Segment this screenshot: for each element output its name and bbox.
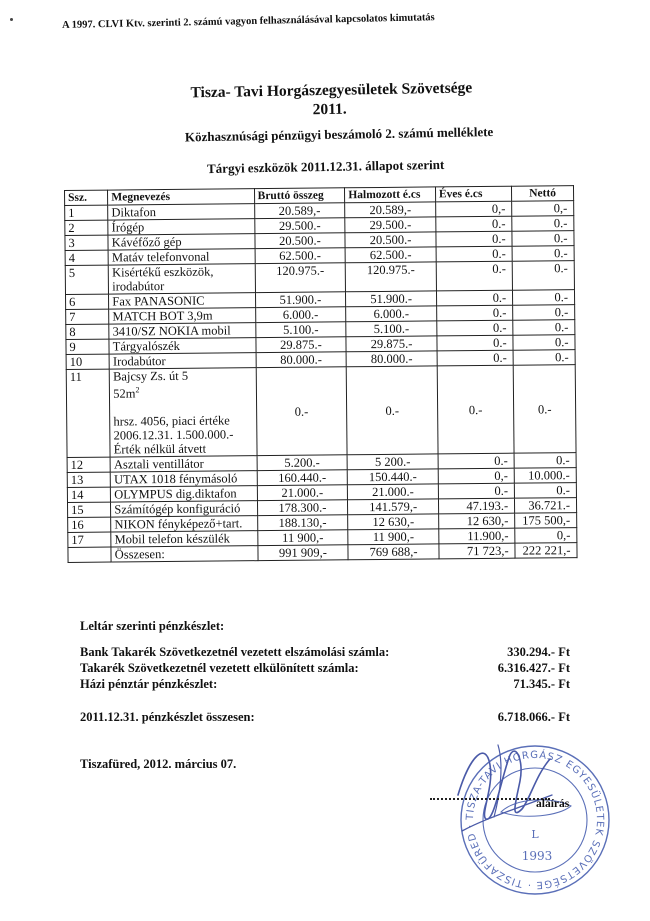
col-header-brutto: Bruttó összeg xyxy=(254,188,345,204)
cell-netto: 0.- xyxy=(513,365,576,454)
cell-halmozott: 20.589,- xyxy=(345,202,436,218)
cell-netto: 0.- xyxy=(513,335,575,351)
cell-ssz-empty xyxy=(68,547,111,562)
cell-ssz: 16 xyxy=(68,517,111,532)
cell-halmozott: 20.500.- xyxy=(345,232,436,248)
cell-ssz: 5 xyxy=(65,265,109,294)
table-body-a xyxy=(65,201,576,370)
cell-ssz: 4 xyxy=(65,250,108,265)
cell-netto: 0.- xyxy=(512,246,574,262)
cell-name: Irodabútor xyxy=(109,353,255,369)
svg-text:TISZA-TAVI HORGÁSZ EGYESÜLETEK: TISZA-TAVI HORGÁSZ EGYESÜLETEK SZÖVETSÉGE · TISZAFÜRED · xyxy=(464,749,606,891)
property-hrsz: hrsz. 4056, piaci értéke 2006.12.31. 1.500.000.- xyxy=(113,413,234,443)
col-header-netto: Nettó xyxy=(512,186,574,202)
table-body-row11 xyxy=(66,365,576,458)
cell-name xyxy=(109,368,256,458)
cell-eves: 0,- xyxy=(438,468,514,484)
cell-halmozott: 62.500.- xyxy=(345,247,436,263)
cell-name: MATCH BOT 3,9m xyxy=(109,308,255,324)
property-note: Érték nélkül átvett xyxy=(113,441,207,457)
cell-eves: 0.- xyxy=(436,216,512,232)
cell-ssz: 6 xyxy=(66,294,109,309)
header-note: A 1997. CLVI Ktv. szerinti 2. számú vagyon felhasználásával kapcsolatos kimutatás xyxy=(62,12,435,31)
cell-halmozott: 141.579,- xyxy=(348,499,439,515)
svg-text:L: L xyxy=(531,828,539,841)
report-subtitle: Közhasznúsági pénzügyi beszámoló 2. számú melléklete xyxy=(184,124,494,145)
property-area: $52m^2$ xyxy=(113,385,140,401)
scan-speck xyxy=(10,18,13,21)
section-title: Tárgyi eszközök 2011.12.31. állapot szerint xyxy=(206,156,445,177)
cell-eves: 0.- xyxy=(437,350,513,366)
cell-name: UTAX 1018 fénymásoló xyxy=(110,471,256,487)
total-brutto: 991 909,- xyxy=(257,545,348,561)
cell-ssz: 8 xyxy=(66,324,109,339)
cell-halmozott: 29.500.- xyxy=(345,217,436,233)
cell-eves: 0.- xyxy=(436,246,512,262)
col-header-ssz: Ssz. xyxy=(65,190,108,205)
cell-name: 3410/SZ NOKIA mobil xyxy=(109,323,255,339)
cell-ssz: 11 xyxy=(66,369,110,458)
cell-ssz: 14 xyxy=(67,487,110,502)
cell-eves: 0.- xyxy=(438,453,514,469)
cell-brutto: 21.000.- xyxy=(257,485,348,501)
cell-brutto: 11 900,- xyxy=(257,530,348,546)
cash-heading: Leltár szerinti pénzkészlet: xyxy=(80,619,225,633)
cell-halmozott: 6.000.- xyxy=(346,306,437,322)
cell-ssz: 15 xyxy=(68,502,111,517)
cell-netto: 175 500,- xyxy=(515,513,577,529)
cell-eves: 47.193.- xyxy=(438,498,514,514)
cell-ssz: 12 xyxy=(67,457,110,472)
assets-table xyxy=(64,185,578,563)
cell-netto: 0.- xyxy=(513,320,575,336)
cell-name: Írógép xyxy=(108,219,254,235)
cell-brutto: 188.130,- xyxy=(257,515,348,531)
cell-netto: 0.- xyxy=(512,231,574,247)
total-eves: 71 723,- xyxy=(439,543,515,559)
cell-netto: 0.- xyxy=(513,350,575,366)
cell-brutto: 120.975.- xyxy=(255,263,346,293)
cell-brutto: 62.500.- xyxy=(255,248,346,264)
cell-name: Tárgyalószék xyxy=(109,338,255,354)
total-netto: 222 221,- xyxy=(515,543,577,559)
cash-line-value: 6.316.427.- Ft xyxy=(497,661,570,675)
cell-name: Kisértékű eszközök, irodabútor xyxy=(108,264,255,294)
cell-eves: 0.- xyxy=(438,483,514,499)
cell-brutto: 6.000.- xyxy=(255,307,346,323)
org-title: Tisza- Tavi Horgászegyesületek Szövetsége xyxy=(190,79,473,102)
cash-total-label: 2011.12.31. pénzkészlet összesen: xyxy=(80,710,255,724)
assets-table-wrapper xyxy=(64,185,578,563)
signature-label: aláírás xyxy=(536,798,570,810)
cell-brutto: 5.100.- xyxy=(255,322,346,338)
signature-line xyxy=(430,784,550,800)
cell-ssz: 2 xyxy=(65,220,108,235)
cell-halmozott: 21.000.- xyxy=(348,484,439,500)
col-header-eves: Éves é.cs xyxy=(435,186,511,202)
cell-name: Matáv telefonvonal xyxy=(108,249,254,265)
cell-brutto: 178.300.- xyxy=(257,500,348,516)
cash-line-value: 71.345.- Ft xyxy=(513,677,570,691)
cell-brutto: 51.900.- xyxy=(255,292,346,308)
cell-eves: 0.- xyxy=(437,335,513,351)
cell-eves: 0,- xyxy=(436,201,512,217)
cell-halmozott: 11 900,- xyxy=(348,529,439,545)
cell-ssz: 1 xyxy=(65,205,108,220)
cell-ssz: 3 xyxy=(65,235,108,250)
cell-brutto: 29.875.- xyxy=(255,337,346,353)
cell-brutto: 20.589,- xyxy=(254,203,345,219)
cell-halmozott: 80.000.- xyxy=(346,351,437,367)
cash-total-value: 6.718.066.- Ft xyxy=(497,710,570,724)
cell-eves: 12 630,- xyxy=(439,513,515,529)
cell-eves: 11.900,- xyxy=(439,528,515,544)
svg-text:1993: 1993 xyxy=(521,849,553,863)
cell-eves: 0.- xyxy=(436,231,512,247)
cell-ssz: 17 xyxy=(68,532,111,547)
total-halmozott: 769 688,- xyxy=(348,544,439,560)
cell-halmozott: 5 200.- xyxy=(347,454,438,470)
property-address: Bajcsy Zs. út 5 xyxy=(112,368,189,384)
cell-netto: 0.- xyxy=(514,483,576,499)
cell-name: OLYMPUS dig.diktafon xyxy=(111,486,257,502)
table-row xyxy=(66,365,576,458)
cell-netto: 0.- xyxy=(513,305,575,321)
cell-name: NIKON fényképező+tart. xyxy=(111,516,257,532)
cell-eves: 0.- xyxy=(436,261,513,291)
cash-line-value: 330.294.- Ft xyxy=(507,645,570,659)
cell-netto: 10.000.- xyxy=(514,468,576,484)
cell-ssz: 13 xyxy=(67,472,110,487)
cell-halmozott: 51.900.- xyxy=(346,291,437,307)
total-label: Összesen: xyxy=(111,546,257,562)
title-block xyxy=(0,76,650,180)
cell-netto: 0,- xyxy=(512,201,574,217)
cell-netto: 0,- xyxy=(515,528,577,544)
cell-name: Kávéfőző gép xyxy=(108,234,254,250)
cell-halmozott: 5.100.- xyxy=(346,321,437,337)
cash-line-label: Bank Takarék Szövetkezetnél vezetett elszámolási számla: xyxy=(80,645,390,659)
cell-halmozott: 0.- xyxy=(346,366,438,455)
cell-name: Diktafon xyxy=(108,204,254,220)
cell-ssz: 7 xyxy=(66,309,109,324)
cell-brutto: 20.500.- xyxy=(254,233,345,249)
cell-brutto: 0.- xyxy=(256,367,348,456)
cell-brutto: 5.200.- xyxy=(257,455,348,471)
cell-name: Számítógép konfiguráció xyxy=(111,501,257,517)
cell-name: Mobil telefon készülék xyxy=(111,531,257,547)
cell-ssz: 10 xyxy=(66,354,109,369)
cell-eves: 0.- xyxy=(437,305,513,321)
year-title: 2011. xyxy=(312,100,347,119)
cell-eves: 0.- xyxy=(437,365,514,454)
cell-netto: 0.- xyxy=(512,261,574,291)
cell-ssz: 9 xyxy=(66,339,109,354)
cell-halmozott: 120.975.- xyxy=(345,262,436,292)
cell-name: Fax PANASONIC xyxy=(109,293,255,309)
place-date: Tiszafüred, 2012. március 07. xyxy=(80,757,237,771)
cash-line-label: Takarék Szövetkezetnél vezetett elkülönített számla: xyxy=(80,661,359,675)
cell-halmozott: 150.440.- xyxy=(347,469,438,485)
cell-netto: 36.721.- xyxy=(515,498,577,514)
table-body-b xyxy=(67,453,577,548)
cell-halmozott: 29.875.- xyxy=(346,336,437,352)
cell-halmozott: 12 630,- xyxy=(348,514,439,530)
cell-eves: 0.- xyxy=(437,320,513,336)
cell-brutto: 80.000.- xyxy=(256,352,347,368)
cell-brutto: 160.440.- xyxy=(257,470,348,486)
col-header-halmozott: Halmozott é.cs xyxy=(345,187,436,203)
cell-netto: 0.- xyxy=(512,216,574,232)
cell-netto: 0.- xyxy=(513,290,575,306)
col-header-name: Megnevezés xyxy=(108,189,254,205)
cell-brutto: 29.500.- xyxy=(254,218,345,234)
cell-eves: 0.- xyxy=(436,290,512,306)
cell-name: Asztali ventillátor xyxy=(110,456,256,472)
cash-line-label: Házi pénztár pénzkészlet: xyxy=(80,677,218,691)
cell-netto: 0.- xyxy=(514,453,576,469)
